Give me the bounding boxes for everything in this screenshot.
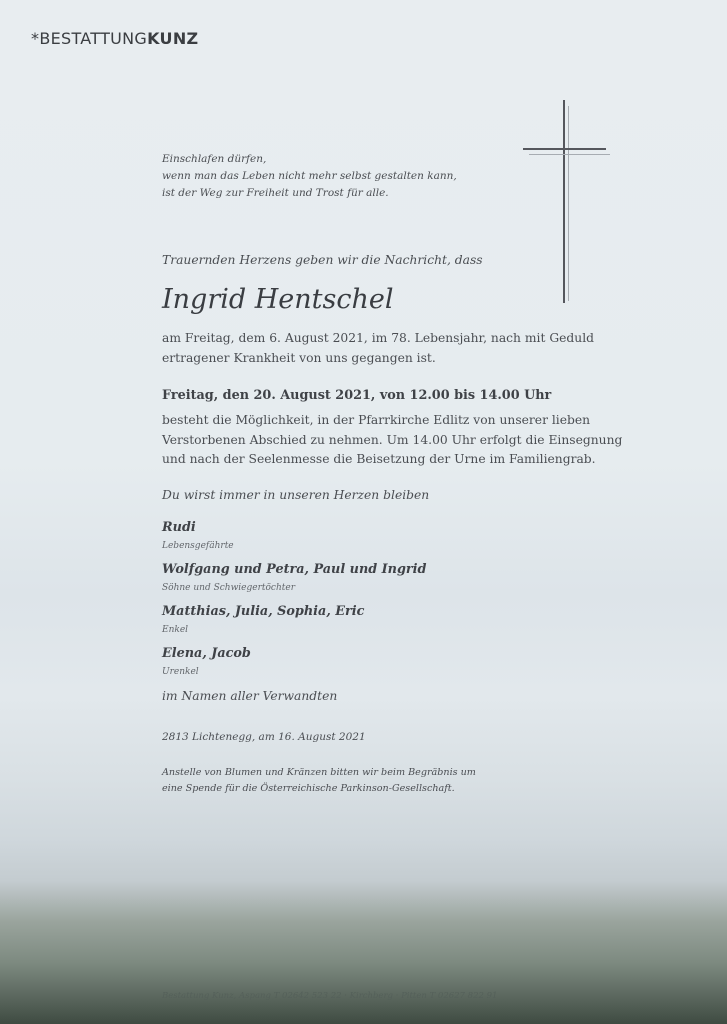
mourner-role: Söhne und Schwiegertöchter — [162, 583, 295, 593]
verse-line: Einschlafen dürfen, — [162, 153, 267, 165]
logo-text-light: BESTATTUNG — [39, 29, 148, 48]
verse-line: wenn man das Leben nicht mehr selbst gestalten kann, — [162, 170, 457, 182]
death-info-line: am Freitag, dem 6. August 2021, im 78. Lebensjahr, nach mit Geduld — [162, 331, 595, 345]
death-info-line: ertragener Krankheit von uns gegangen ist. — [162, 350, 436, 365]
donation-line: Anstelle von Blumen und Kränzen bitten wir beim Begräbnis um — [162, 767, 476, 778]
logo-text-bold: KUNZ — [147, 29, 199, 48]
mourner-name: Rudi — [162, 520, 196, 535]
farewell-info — [162, 411, 622, 470]
cross-horizontal-bar — [523, 148, 606, 150]
donation-line: eine Spende für die Österreichische Parkinson-Gesellschaft. — [162, 783, 455, 794]
cross-vertical-bar — [563, 100, 565, 303]
deceased-name: Ingrid Hentschel — [162, 284, 394, 315]
donation-note — [162, 765, 476, 797]
logo-star: * — [31, 29, 40, 48]
farewell-info-line: und nach der Seelenmesse die Beisetzung der Urne im Familiengrab. — [162, 452, 596, 466]
mourner-role: Enkel — [162, 625, 189, 635]
death-info — [162, 329, 594, 368]
verse-line: ist der Weg zur Freiheit und Trost für alle. — [162, 187, 389, 199]
mourner-name: Elena, Jacob — [162, 646, 251, 661]
footer-contact: Bestattung Kunz, Aspang T 02642 523 22 · Kirchberg · Pitten T 02627 822 91 — [162, 991, 498, 1001]
cross-horizontal-shadow — [529, 154, 610, 155]
mourner-name: Wolfgang und Petra, Paul und Ingrid — [162, 562, 427, 577]
announcement: Trauernden Herzens geben wir die Nachricht, dass — [162, 253, 483, 267]
farewell-date: Freitag, den 20. August 2021, von 12.00 bis 14.00 Uhr — [162, 388, 552, 403]
verse — [162, 151, 457, 202]
mourner-role: Urenkel — [162, 667, 199, 677]
place-date: 2813 Lichtenegg, am 16. August 2021 — [162, 731, 366, 743]
closing-line: im Namen aller Verwandten — [162, 689, 338, 703]
farewell-info-line: Verstorbenen Abschied zu nehmen. Um 14.00 Uhr erfolgt die Einsegnung — [162, 432, 623, 447]
logo — [31, 29, 198, 48]
mourner-role: Lebensgefährte — [162, 541, 234, 551]
mourner-name: Matthias, Julia, Sophia, Eric — [162, 604, 365, 619]
cross-vertical-shadow — [568, 106, 569, 301]
farewell-info-line: besteht die Möglichkeit, in der Pfarrkirche Edlitz von unserer lieben — [162, 413, 591, 427]
always-line: Du wirst immer in unseren Herzen bleiben — [162, 488, 430, 502]
